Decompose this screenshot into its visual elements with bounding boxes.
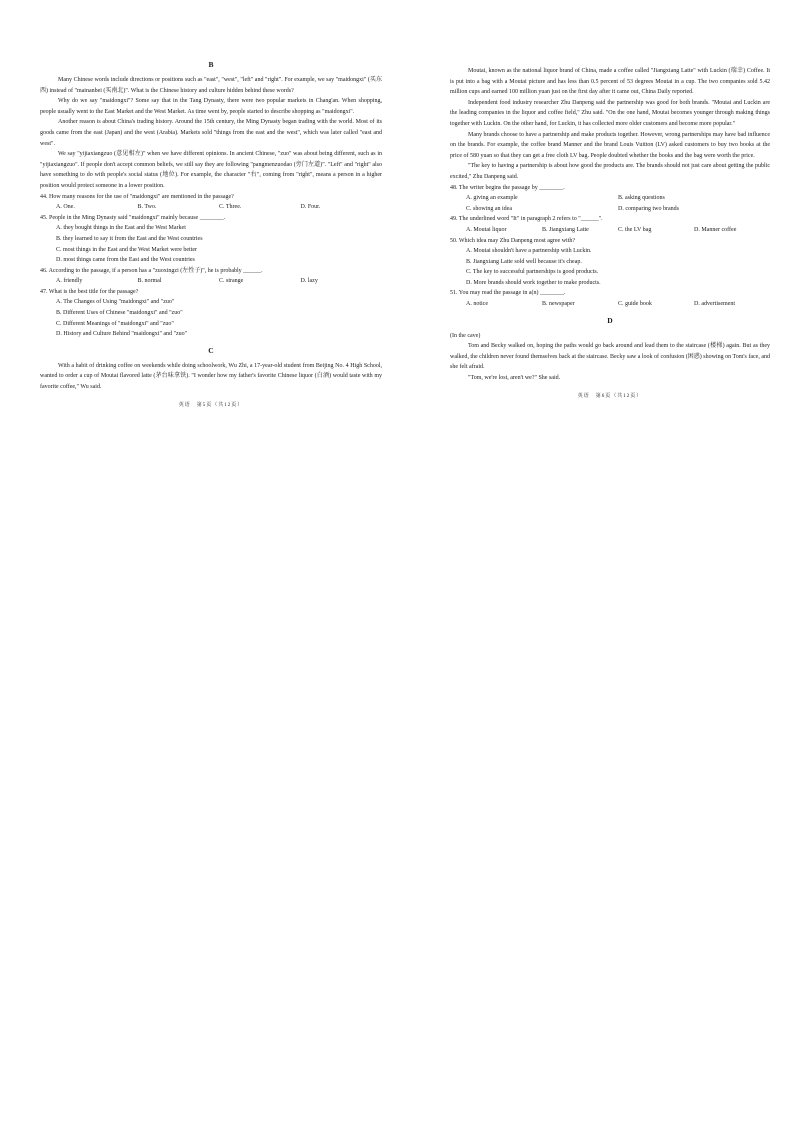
option-c: C. showing an idea [466, 205, 512, 212]
question-45 [40, 213, 382, 266]
option-c: C. most things in the East and the West Market were better [56, 246, 198, 253]
page-footer-left: 英语 第5页（共12页） [178, 402, 244, 408]
passage-b-paragraph-2: Why do we say "maidongxi"? Some say that in the Tang Dynasty, there were two popular markets in Chang'an. When shopping, people usually went to the East Market and the West Market. As time went by, people started to describe shopping as "maidongxi". [40, 98, 382, 115]
passage-c-paragraph-2: Moutai, known as the national liquor brand of China, made a coffee called "Jiangxiang Latte" with Luckin (瑞幸) Coffee. It is put into a bag with a Moutai picture and has less than 0.5 percent of 53 degrees Moutai in a cup. The two companies sold 5.42 million cups and earned 100 million yuan just on the first day after it came out, China Daily reported. [450, 68, 770, 96]
question-stem: 48. The writer begins the passage by ________. [450, 184, 565, 191]
option-c: C. guide book [618, 301, 652, 308]
section-b-heading: B [208, 60, 214, 69]
option-c: C. The key to successful partnerships is good products. [466, 269, 599, 276]
option-row [40, 276, 382, 287]
page-footer-right: 英语 第6页（共12页） [577, 393, 643, 399]
question-stem: 49. The underlined word "It" in paragraph 2 refers to "______". [450, 216, 603, 223]
passage-d-intro: (In the cave) [450, 332, 481, 339]
option-d: D. Manner coffee [694, 226, 737, 233]
option-a: A. Moutai shouldn't have a partnership with Luckin. [466, 248, 592, 255]
option-b: B. newspaper [542, 301, 575, 308]
option-row [450, 225, 770, 236]
passage-b-paragraph-1: Many Chinese words include directions or positions such as "east", "west", "left" and "right". For example, we say "maidongxi" (买东西) instead of "mainanbei (买南北)". What is the Chinese history and culture hidden behind these words? [40, 77, 382, 94]
option-b: B. asking questions [618, 195, 665, 202]
question-stem: 51. You may read the passage in a(n) ________. [450, 290, 566, 297]
passage-c-paragraph-3: Independent food industry researcher Zhu Danpeng said the partnership was good for both brands. "Moutai and Luckin are the leading companies in the liquor and coffee field," Zhu said. "On the one hand, Moutai becomes younger through making things together with Luckin. On the other hand, for Luckin, it has collected more older customers and become more popular." [450, 99, 770, 127]
question-stem: 46. According to the passage, if a person has a "zuoxingzi (左性子)", he is probably ______. [40, 267, 263, 274]
question-46 [40, 266, 382, 287]
option-a: A. giving an example [466, 195, 518, 202]
option-d: D. lazy [300, 278, 318, 285]
option-row [450, 193, 770, 204]
option-d: D. advertisement [694, 301, 735, 308]
question-48 [450, 183, 770, 215]
section-c-heading: C [208, 345, 214, 355]
option-d: D. Four. [300, 204, 321, 211]
option-b: B. Jiangxiang Latte [542, 226, 589, 233]
option-c: C. the LV bag [618, 226, 652, 233]
option-c: C. Different Meanings of "maidongxi" and "zuo" [56, 320, 174, 327]
option-d: D. More brands should work together to make products. [466, 279, 601, 286]
option-row [40, 202, 382, 213]
option-b: B. normal [137, 278, 162, 285]
passage-c-paragraph-5: "The key to having a partnership is about how good the products are. The brands should not just care about getting the public excited," Zhu Danpeng said. [450, 163, 770, 180]
option-a: A. Moutai liquor [466, 226, 507, 233]
option-a: A. One. [56, 204, 75, 211]
option-a: A. notice [466, 301, 488, 308]
question-stem: 44. How many reasons for the use of "maidongxi" are mentioned in the passage? [40, 193, 234, 200]
option-a: A. friendly [56, 278, 83, 285]
left-column [40, 58, 382, 408]
question-50 [450, 236, 770, 289]
passage-d-paragraph-1: Tom and Becky walked on, hoping the paths would go back around and lead them to the staircase (楼梯) again. But as they walked, the children never found themselves back at the staircase. Becky saw a look of confusion (困惑) showing on Tom's face, and she felt afraid. [450, 343, 770, 371]
passage-d-paragraph-2: "Tom, we're lost, aren't we?" She said. [468, 375, 561, 382]
option-d: D. History and Culture Behind "maidongxi" and "zuo" [56, 331, 188, 338]
passage-b-paragraph-3: Another reason is about China's trading history. Around the 15th century, the Ming Dynasty began trading with the world. Most of its goods came from the east (Japan) and the west (Arabia). Markets sold "things from the east and the west", which was later called "east and west". [40, 119, 382, 147]
passage-c-paragraph-4: Many brands choose to have a partnership and make products together. However, wrong partnerships may have bad influence on the brands. For example, the coffee brand Manner and the brand Louis Vuitton (LV) asked customers to buy two books at the price of 580 yuan so that they can get a free cloth LV bag. People doubted whether the books and the bag were worth the price. [450, 131, 770, 159]
option-a: A. they bought things in the East and the West Market [56, 225, 186, 232]
option-a: A. The Changes of Using "maidongxi" and "zuo" [56, 299, 175, 306]
option-b: B. Jiangxiang Latte sold well because it's cheap. [466, 258, 582, 265]
question-49 [450, 214, 770, 235]
option-c: C. Three. [219, 204, 242, 211]
question-51 [450, 288, 770, 309]
option-b: B. they learned to say it from the East and the West countries [56, 235, 203, 242]
right-column [450, 66, 770, 399]
option-d: D. most things came from the East and the West countries [56, 257, 195, 264]
question-47 [40, 287, 382, 340]
option-b: B. Different Uses of Chinese "maidongxi" and "zuo" [56, 310, 183, 317]
question-44 [40, 192, 382, 213]
question-stem: 50. Which idea may Zhu Danpeng most agree with? [450, 237, 576, 244]
option-c: C. strange [219, 278, 244, 285]
section-d-heading: D [607, 315, 613, 325]
passage-c-paragraph-1: With a habit of drinking coffee on weekends while doing schoolwork, Wu Zhi, a 17-year-old student from Beijing No. 4 High School, wanted to order a cup of Moutai flavored latte (茅台味拿铁). "I wonder how my father's favorite Chinese liquor (白酒) would taste with my favorite coffee," Wu said. [40, 362, 382, 391]
passage-b-paragraph-4: We say "yijiaxiangzuo (意见相左)" when we have different opinions. In ancient Chinese, "zuo" was about being different, such as in "yijiaxiangzuo". If people don't accept common beliefs, we still say they are following "pangmenzuodao (旁门左道)". "Left" and "right" also have something to do with people's social status (地位). For example, the character "右", coming from "right", means a person in a higher position would protect someone in a lower position. [40, 151, 382, 189]
option-d: D. comparing two brands [618, 205, 679, 212]
question-stem: 45. People in the Ming Dynasty said "maidongxi" mainly because ________. [40, 214, 226, 221]
option-b: B. Two. [137, 204, 157, 211]
option-row [450, 204, 770, 215]
question-stem: 47. What is the best title for the passage? [40, 288, 139, 295]
option-row [450, 299, 770, 310]
